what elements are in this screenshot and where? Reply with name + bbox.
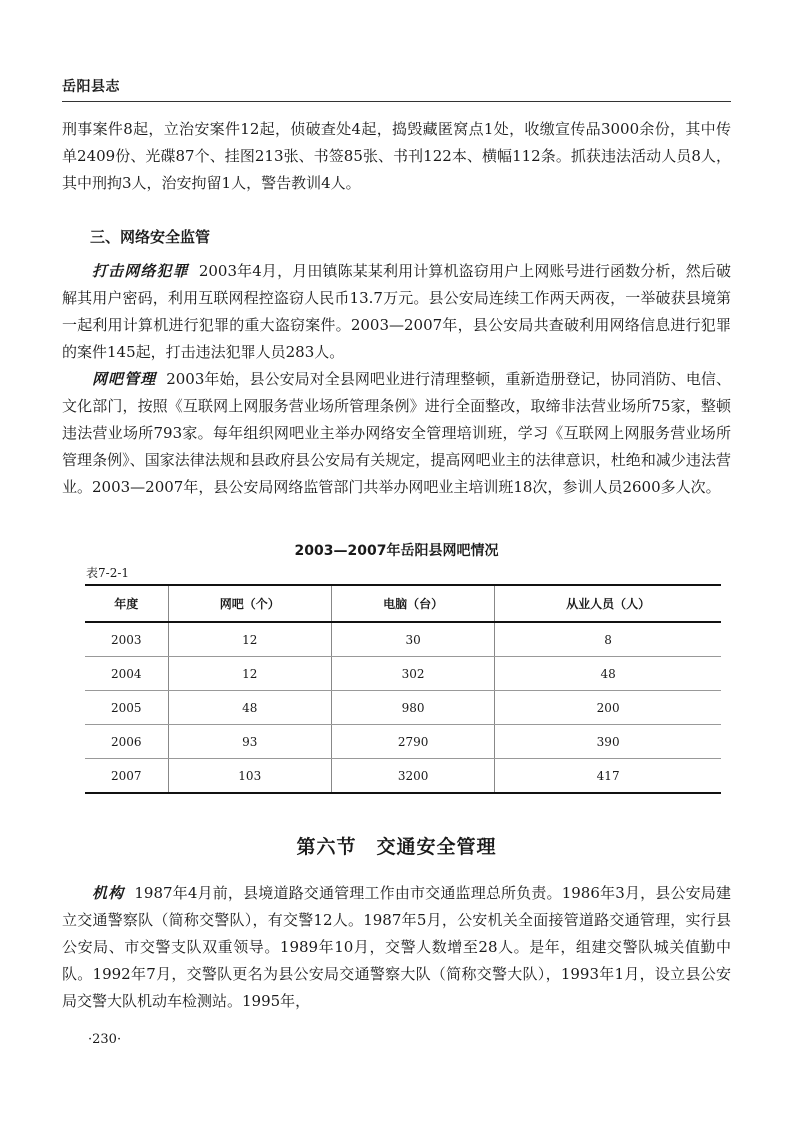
header-staff: 从业人员（人） [495,585,721,622]
section-title: 第六节 交通安全管理 [296,836,497,858]
paragraph-text: 1987年4月前，县境道路交通管理工作由市交通监理总所负责。1986年3月，县公安局建立交通警察队（简称交警队），有交警12人。1987年5月，公安机关全面接管道路交通管理，实行县公安局、市交警支队双重领导。1989年10月，交警人数增至28人。是年，组建交警队城关值勤中队。1992年7月，交警队更名为县公安局交通警察大队（简称交警大队），1993年1月，设立县公安局交警大队机动车检测站。1995年， [62,884,731,1010]
header-rule [62,101,731,102]
paragraph-cybercrime [62,258,731,366]
cell-netcafes: 12 [168,622,331,657]
table-number: 表7-2-1 [86,566,130,580]
cell-staff: 417 [495,759,721,794]
runin-heading: 网吧管理 [92,370,157,388]
cell-staff: 390 [495,725,721,759]
runin-heading: 机构 [92,884,125,902]
subsection-heading: 三、网络安全监管 [90,228,211,246]
cell-computers: 2790 [331,725,494,759]
header-computers: 电脑（台） [331,585,494,622]
table-header-row [85,585,721,622]
table-row [85,622,721,657]
header-year: 年度 [85,585,168,622]
header-netcafes: 网吧（个） [168,585,331,622]
page-number: ·230· [88,1032,122,1047]
cell-year: 2003 [85,622,168,657]
cell-year: 2005 [85,691,168,725]
paragraph-text: 2003年4月，月田镇陈某某利用计算机盗窃用户上网账号进行函数分析，然后破解其用户密码，利用互联网程控盗窃人民币13.7万元。县公安局连续工作两天两夜，一举破获县境第一起利用计算机进行犯罪的重大盗窃案件。2003—2007年，县公安局共查破利用网络信息进行犯罪的案件145起，打击违法犯罪人员283人。 [62,262,731,361]
cell-computers: 302 [331,657,494,691]
paragraph-text: 2003年始，县公安局对全县网吧业进行清理整顿，重新造册登记，协同消防、电信、文化部门，按照《互联网上网服务营业场所管理条例》进行全面整改，取缔非法营业场所75家，整顿违法营业场所793家。每年组织网吧业主举办网络安全管理培训班，学习《互联网上网服务营业场所管理条例》、国家法律法规和县政府县公安局有关规定，提高网吧业主的法律意识，杜绝和减少违法营业。2003—2007年，县公安局网络监管部门共举办网吧业主培训班18次，参训人员2600多人次。 [62,370,731,496]
paragraph-netcafe [62,366,731,501]
cell-computers: 30 [331,622,494,657]
table-row [85,725,721,759]
cell-netcafes: 93 [168,725,331,759]
cell-staff: 48 [495,657,721,691]
runin-heading: 打击网络犯罪 [92,262,189,280]
cell-netcafes: 48 [168,691,331,725]
cell-staff: 200 [495,691,721,725]
cell-computers: 3200 [331,759,494,794]
cell-netcafes: 103 [168,759,331,794]
paragraph-organization [62,880,731,1015]
paragraph-continued: 刑事案件8起，立治安案件12起，侦破查处4起，捣毁藏匿窝点1处，收缴宣传品3000余份，其中传单2409份、光碟87个、挂图213张、书签85张、书刊122本、横幅112条。抓获违法活动人员8人，其中刑拘3人，治安拘留1人，警告教训4人。 [62,120,731,192]
table-row [85,691,721,725]
cell-computers: 980 [331,691,494,725]
cell-netcafes: 12 [168,657,331,691]
cell-year: 2006 [85,725,168,759]
cell-staff: 8 [495,622,721,657]
netcafe-table [85,584,721,794]
table-caption: 2003—2007年岳阳县网吧情况 [294,543,499,559]
table-row [85,657,721,691]
table-row [85,759,721,794]
cell-year: 2007 [85,759,168,794]
running-header-title: 岳阳县志 [62,79,120,95]
cell-year: 2004 [85,657,168,691]
